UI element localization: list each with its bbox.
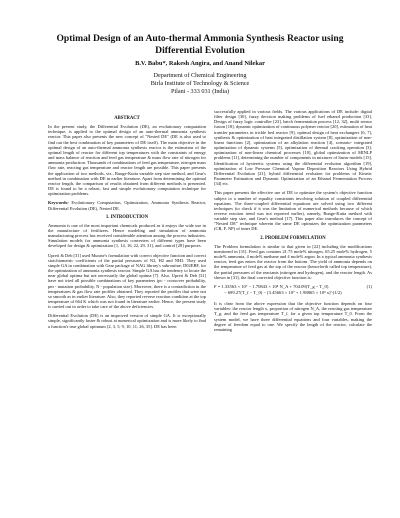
- introduction-heading: 1. INTRODUCTION: [105, 214, 149, 220]
- affiliation-institute: Birla Institute of Technology & Science: [150, 80, 250, 87]
- introduction-paragraph-3: Differential Evolution (DE) is an improved version of simple GA. It is exceptionally simple, significantly faster & robust at numerical optimization and is more likely to find a function's true global optimum [2, 3, 5, 9, 10, 11, 26, 35]. DE has been: [48, 313, 206, 329]
- keywords-text: Evolutionary Computation, Optimization, Ammonia Synthesis Reactor, Differential Evolution (DE), Nested DE.: [48, 200, 207, 211]
- paper-title: [20, 33, 380, 56]
- abstract-text: In the present study, the Differential Evolution (DE), an evolutionary computation technique, is applied to the optimal design of an auto-thermal ammonia synthesis reactor. This paper also presents the new concept of "Nested DE" (DE is also used to find out the best combination of key parameters of DE itself). The main objective in the optimal design of an auto-thermal ammonia synthesis reactor is the estimation of the optimal length of reactor for different top temperatures with the constraints of energy and mass balance of reaction and feed gas temperature & mass flow rate of nitrogen for ammonia production. Thousands of combinations of feed gas temperature, nitrogen mass flow rate, reacting gas temperature and reactor length are possible. This paper presents the application of two methods, viz., Runge-Kutta variable step size method, and Gear's method in combination with DE in earlier literature. Apart from determining the optimal reactor length, the comparison of results obtained from different methods is presented. DE is found to be a robust, fast and simple evolutionary computation technique for optimization problems.: [48, 124, 206, 197]
- author-list: B.V. Babu*, Rakesh Angira, and Anand Nilekar: [135, 60, 265, 67]
- keywords: [48, 200, 206, 210]
- paper-scope-paragraph: This paper presents the effective use of DE to optimize the system's objective function subject to a number of equality constraints involving solution of coupled differential equations. The three-coupled differential equations are solved using two different techniques (to check if it was the limitation of numerical methods because of which reverse reaction trend was not reported earlier), namely, Runge-Kutta method with variable step size, and Gear's method [17]. This paper also introduces the concept of "Nested DE" technique wherein the same DE optimizes the optimization parameters (CR, F, NP) of inner DE.: [214, 190, 372, 232]
- left-column: [48, 113, 206, 333]
- objective-discussion-paragraph: It is clear from the above expression that the objective function depends on four variables: the reactor length x, proportion of nitrogen N_A, the reacting gas temperature T_g, and the feed gas temperature T_f, for a given top temperature T_0. From the system model, we have three differential equations and four variables, making the degree of freedom equal to one. We specify the length of the reactor, calculate the remaining: [214, 301, 372, 332]
- title-line-1: Optimal Design of an Auto-thermal Ammonia Synthesis Reactor using: [56, 33, 344, 44]
- affiliation-location: Pilani - 333 031 (India): [170, 88, 230, 95]
- affiliation-dept: Department of Chemical Engineering: [153, 72, 247, 79]
- objective-function-equation: [214, 284, 372, 297]
- problem-formulation-paragraph: The Problem formulation is similar to that given in [22] including the modifications mentioned in [31]. Feed gas contains 21.75 mole% nitrogen, 65.25 mole% hydrogen, 5 mole% ammonia, 4 mole% methane and 4 mole% argon. In a typical ammonia synthesis reactor, feed gas enters the reactor from the bottom. The yield of ammonia depends on the temperature of feed gas at the top of the reactor (henceforth called top temperature), the partial pressures of the reactants (nitrogen and hydrogen), and the reactor length. As shown in [31], the final corrected objective function is:: [214, 243, 372, 280]
- equation-text-1: F = 1.33563 × 10⁷ − 1.70843 × 10⁴ N_A + 704.09(T_g − T_0): [214, 283, 329, 289]
- applications-paragraph: successfully applied in various fields. The various applications of DE include: digital filter design [30], fuzzy decision making problems of fuel ethanol production [33], Design of fuzzy logic controller [23], batch fermentation process [12, 32], multi sensor fusion [18], dynamic optimization of continuous polymer reactor [20], estimation of heat transfer parameters in trickle bed reactor [9], optimal design of heat exchangers [6, 7], synthesis & optimization of heat integrated distillation system [8], optimization of non-linear functions [2], optimization of an alkylation reaction [4], scenario- integrated optimization of dynamic systems [5], optimization of thermal cracking operation [3], optimization of non-linear chemical processes [10], global optimization of MINLP problems [11], determining the number of components in mixtures of linear models [15], Identification of hysteretic systems using the differential evolution algorithm [19], optimization of Low Pressure Chemical Vapour Deposition Reactors Using Hybrid Differential Evolution [21], hybrid differential evolution for problems of Kinetic Parameter Estimation and Dynamic Optimization of an Ethanol Fermentation Process [34] etc.: [214, 109, 372, 187]
- equation-line-1: [214, 284, 372, 291]
- introduction-paragraph-1: Ammonia is one of the most important chemicals produced as it enjoys the wide use in the manufacture of fertilizers. Hence modeling and simulation of ammonia manufacturing process has received considerable attention among the process industries. Simulation models for ammonia synthesis converters of different types have been developed for design & optimization [1, 14, 16, 22, 29, 31], and control [28] purposes.: [48, 222, 206, 249]
- title-line-2: Differential Evolution: [155, 44, 245, 56]
- introduction-paragraph-2: Upreti & Deb [31] used Murase's formulation with correct objective function and correct stoichiometric coefficients of the partial pressures of N2, H2 and NH3. They used simple GA in combination with Gear package of NAG library's subroutine, D02EBF, for the optimization of ammonia synthesis reactor. Simple GA has the tendency to locate the near global optima but not necessarily the global optima [7]. Also, Upreti & Deb [31] have not tried all possible combinations of key parameters (pc - crossover probability, pm - mutation probability, N - population size). Moreover, there is a contradiction in the temperatures & gas flow rate profiles obtained. They reported the profiles that were not so smooth as in earlier literature. Also, they reported reverse reaction condition at the top temperature of 664 K which was not found in literature earlier. Hence, the present study is carried out in order to take care of the above deficiencies.: [48, 252, 206, 310]
- abstract-heading: ABSTRACT: [114, 116, 140, 121]
- equation-line-2: − 699.27(T_f − T_0) − [3.45663 × 10⁷ + 1.98865 × 10⁹ x]^(1/2): [224, 290, 342, 296]
- right-column: [214, 109, 372, 336]
- problem-formulation-heading: 2. PROBLEM FORMULATION: [260, 235, 326, 241]
- equation-number: (1): [366, 283, 372, 289]
- keywords-label: Keywords:: [48, 200, 69, 206]
- affiliation: [20, 72, 380, 96]
